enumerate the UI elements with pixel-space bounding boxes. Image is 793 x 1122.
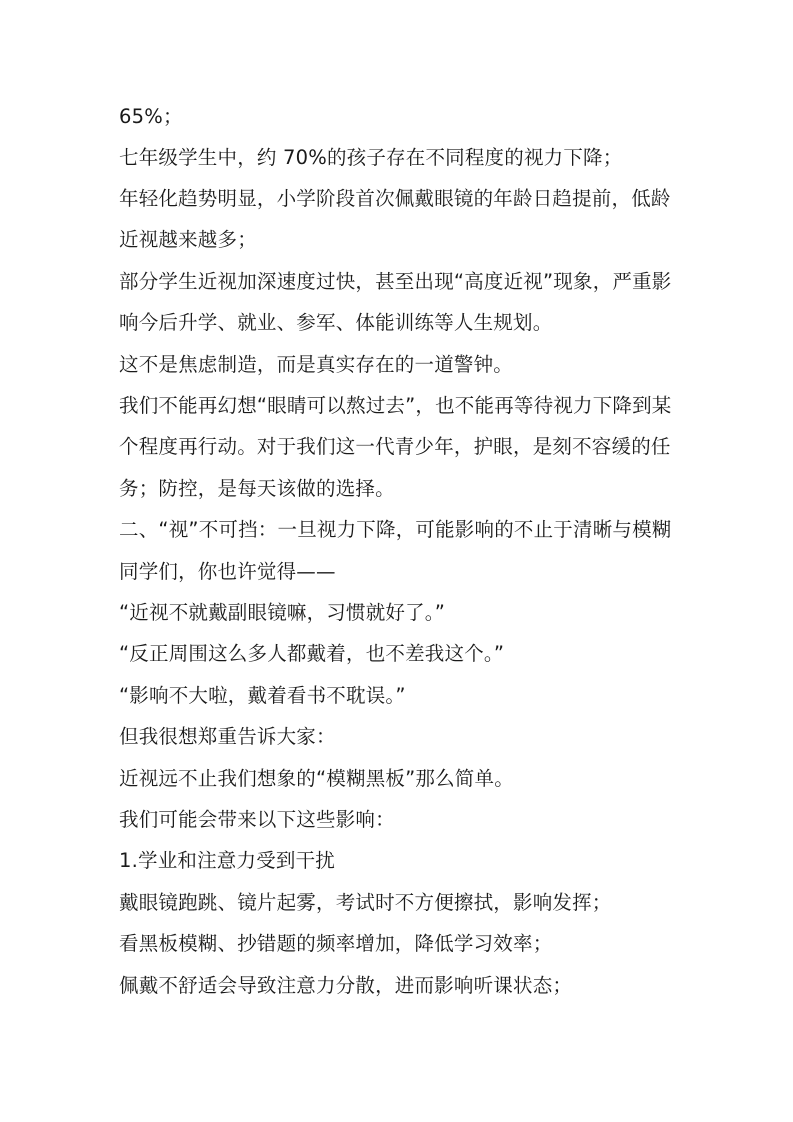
- text-line: 我们不能再幻想“眼睛可以熬过去”，也不能再等待视力下降到某: [119, 394, 672, 417]
- quote-line: “反正周围这么多人都戴着，也不差我这个。”: [119, 642, 505, 665]
- text-line: 响今后升学、就业、参军、体能训练等人生规划。: [119, 311, 553, 334]
- text-line: 部分学生近视加深速度过快，甚至出现“高度近视”现象，严重影: [119, 270, 672, 293]
- text-line: 近视远不止我们想象的“模糊黑板”那么简单。: [119, 767, 514, 790]
- text-line: 我们可能会带来以下这些影响：: [119, 808, 395, 831]
- text-line: 务；防控，是每天该做的选择。: [119, 477, 395, 500]
- text-line: 个程度再行动。对于我们这一代青少年，护眼，是刻不容缓的任: [119, 435, 671, 458]
- text-line: 戴眼镜跑跳、镜片起雾，考试时不方便擦拭，影响发挥；: [119, 891, 612, 914]
- quote-line: “近视不就戴副眼镜嘛，习惯就好了。”: [119, 601, 446, 624]
- text-line: 但我很想郑重告诉大家：: [119, 725, 336, 748]
- text-line: 年轻化趋势明显，小学阶段首次佩戴眼镜的年龄日趋提前，低龄: [119, 187, 671, 210]
- text-line: 七年级学生中，约 70%的孩子存在不同程度的视力下降；: [119, 146, 623, 169]
- text-line: 佩戴不舒适会导致注意力分散，进而影响听课状态；: [119, 974, 573, 997]
- text-line: 近视越来越多；: [119, 228, 257, 251]
- text-line: 同学们，你也许觉得——: [119, 560, 336, 583]
- quote-line: “影响不大啦，戴着看书不耽误。”: [119, 684, 406, 707]
- subsection-heading: 1.学业和注意力受到干扰: [119, 849, 336, 872]
- text-line: 看黑板模糊、抄错题的频率增加，降低学习效率；: [119, 932, 553, 955]
- text-line: 这不是焦虑制造，而是真实存在的一道警钟。: [119, 353, 514, 376]
- section-heading: 二、“视”不可挡：一旦视力下降，可能影响的不止于清晰与模糊: [119, 518, 672, 541]
- text-line: 65%；: [119, 105, 183, 128]
